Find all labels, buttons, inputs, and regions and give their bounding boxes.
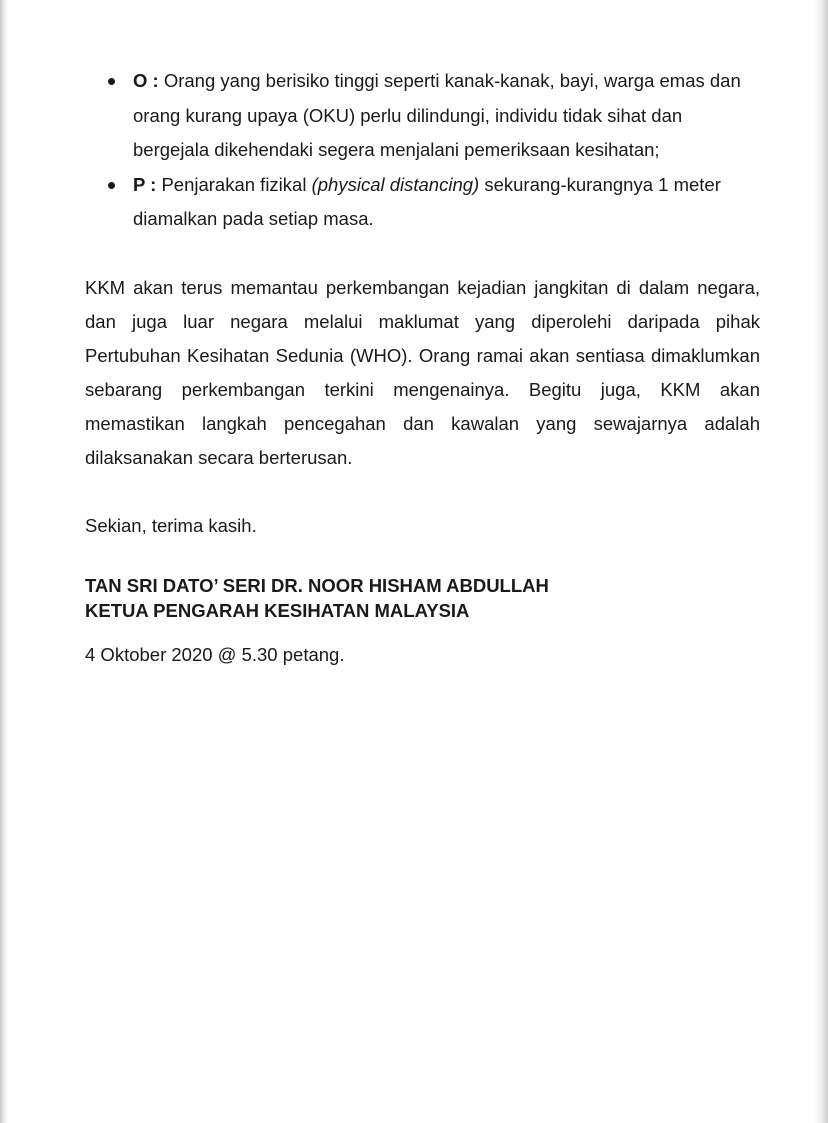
monitoring-paragraph: KKM akan terus memantau perkembangan kejadian jangkitan di dalam negara, dan juga luar negara melalui maklumat yang diperolehi daripada pihak Pertubuhan Kesihatan Sedunia (WHO). Orang ramai akan sentiasa dimaklumkan sebarang perkembangan terkini mengenainya. Begitu juga, KKM akan memastikan langkah pencegahan dan kawalan yang sewajarnya adalah dilaksanakan secara berterusan. xyxy=(85,277,760,468)
signatory-name: TAN SRI DATO’ SERI DR. NOOR HISHAM ABDULLAH xyxy=(85,575,549,596)
bullet-text-p-before: Penjarakan fizikal xyxy=(156,173,312,195)
bullet-text-o: Orang yang berisiko tinggi seperti kanak-kanak, bayi, warga emas dan orang kurang upaya (OKU) perlu dilindungi, individu tidak sihat dan bergejala dikehendaki segera menjalani pemeriksaan kesihatan; xyxy=(133,70,741,160)
bullet-key-o: O : xyxy=(133,70,159,91)
bullet-item-p xyxy=(108,168,763,237)
bullet-key-p: P : xyxy=(133,173,157,195)
closing-paragraph: Sekian, terima kasih. xyxy=(85,515,257,536)
guideline-bullet-list xyxy=(108,64,763,237)
bullet-dot-icon xyxy=(108,182,115,189)
bullet-dot-icon xyxy=(108,78,115,85)
signatory-title: KETUA PENGARAH KESIHATAN MALAYSIA xyxy=(85,600,470,621)
bullet-text-p-after: sekurang-kurangnya 1 meter diamalkan pada setiap masa. xyxy=(133,173,721,229)
page-edge-shadow-left xyxy=(0,0,8,1123)
bullet-text-p-italic: (physical distancing) xyxy=(311,173,480,195)
release-date: 4 Oktober 2020 @ 5.30 petang. xyxy=(85,644,345,665)
bullet-item-o xyxy=(108,64,763,168)
signature-block xyxy=(85,573,760,623)
page-edge-shadow-right xyxy=(814,0,828,1123)
